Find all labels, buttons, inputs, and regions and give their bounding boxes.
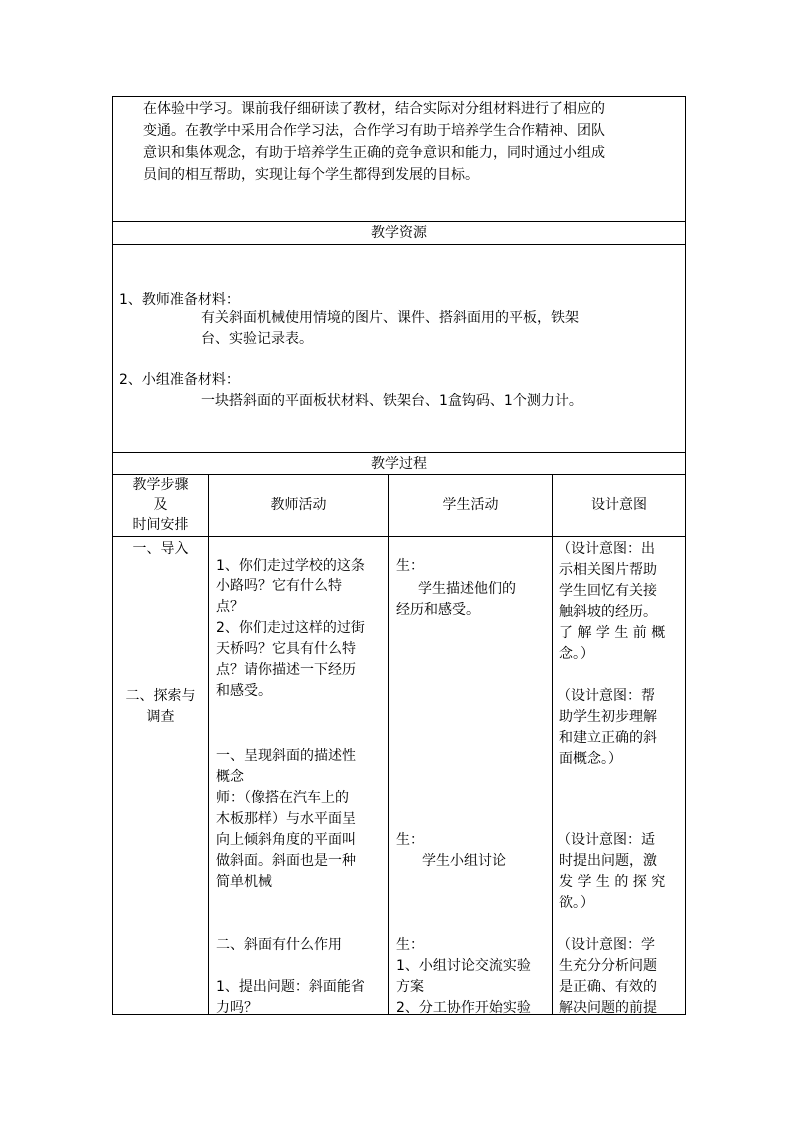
teacher-line: 点？ xyxy=(216,599,244,615)
process-header: 教学过程 xyxy=(371,456,427,472)
design-line: 助学生初步理解 xyxy=(559,709,657,725)
teacher-line: 小路吗？它有什么特 xyxy=(216,578,342,594)
design-line: 面概念。） xyxy=(559,751,622,767)
col-header-steps: 教学步骤 xyxy=(132,477,189,493)
teacher-line: 二、斜面有什么作用 xyxy=(216,937,342,953)
design-line: 触斜坡的经历。 xyxy=(559,604,657,620)
teacher-line: 概念 xyxy=(216,769,244,785)
student-line: 1、小组讨论交流实验 xyxy=(396,958,531,974)
col-divider xyxy=(208,474,209,1014)
step-explore: 调查 xyxy=(146,709,175,725)
group-materials-line: 一块搭斜面的平面板状材料、铁架台、1盒钩码、1个测力计。 xyxy=(201,393,583,409)
row-divider xyxy=(113,452,685,453)
student-line: 生： xyxy=(396,832,424,848)
teacher-line: 木板那样）与水平面呈 xyxy=(216,811,356,827)
teacher-line: 2、你们走过这样的过街 xyxy=(216,620,365,636)
col-header-steps: 及 xyxy=(153,497,168,513)
teacher-materials-line: 台、实验记录表。 xyxy=(201,331,313,347)
col-divider xyxy=(552,474,553,1014)
intro-line: 在体验中学习。课前我仔细研读了教材，结合实际对分组材料进行了相应的 xyxy=(143,101,605,117)
design-line: 发 学 生 的 探 究 xyxy=(559,874,666,890)
design-line: （设计意图：帮 xyxy=(557,688,655,704)
student-line: 学生小组讨论 xyxy=(422,853,506,869)
intro-line: 员间的相互帮助，实现让每个学生都得到发展的目标。 xyxy=(143,167,479,183)
design-line: 生充分分析问题 xyxy=(559,958,657,974)
student-line: 2、分工协作开始实验 xyxy=(396,1000,531,1016)
row-divider xyxy=(113,536,685,537)
design-line: 念。） xyxy=(559,646,594,662)
col-divider xyxy=(388,474,389,1014)
group-materials-title: 2、小组准备材料： xyxy=(119,372,240,388)
teacher-line: 天桥吗？它具有什么特 xyxy=(216,641,356,657)
design-line: 学生回忆有关接 xyxy=(559,583,657,599)
teacher-line: 力吗？ xyxy=(216,1000,258,1016)
student-line: 生： xyxy=(396,558,424,574)
student-line: 经历和感受。 xyxy=(396,602,480,618)
teacher-line: 做斜面。斜面也是一种 xyxy=(216,853,356,869)
col-header-design: 设计意图 xyxy=(591,497,647,513)
design-line: （设计意图：适 xyxy=(557,832,655,848)
design-line: 示相关图片帮助 xyxy=(559,562,657,578)
col-header-steps: 时间安排 xyxy=(132,517,189,533)
design-line: 解决问题的前提 xyxy=(559,1000,657,1016)
teacher-line: 师：（像搭在汽车上的 xyxy=(216,790,349,806)
student-line: 学生描述他们的 xyxy=(418,581,516,597)
resources-header: 教学资源 xyxy=(371,225,427,241)
teacher-line: 简单机械 xyxy=(216,874,272,890)
teacher-materials-line: 有关斜面机械使用情境的图片、课件、搭斜面用的平板，铁架 xyxy=(201,310,579,326)
design-line: （设计意图：学 xyxy=(557,937,655,953)
teacher-line: 向上倾斜角度的平面叫 xyxy=(216,832,356,848)
lesson-plan-table xyxy=(112,96,686,1015)
design-line: 了 解 学 生 前 概 xyxy=(559,625,666,641)
design-line: 时提出问题，激 xyxy=(559,853,657,869)
student-line: 方案 xyxy=(396,979,424,995)
teacher-line: 1、提出问题：斜面能省 xyxy=(216,979,365,995)
col-header-student: 学生活动 xyxy=(442,497,499,513)
teacher-materials-title: 1、教师准备材料： xyxy=(119,292,240,308)
teacher-line: 点？请你描述一下经历 xyxy=(216,662,356,678)
step-explore: 二、探索与 xyxy=(125,688,196,704)
step-intro: 一、导入 xyxy=(132,541,189,557)
row-divider xyxy=(113,221,685,222)
col-header-teacher: 教师活动 xyxy=(270,497,327,513)
teacher-line: 一、呈现斜面的描述性 xyxy=(216,748,356,764)
intro-line: 变通。在教学中采用合作学习法，合作学习有助于培养学生合作精神、团队 xyxy=(143,123,605,139)
row-divider xyxy=(113,244,685,245)
design-line: 和建立正确的斜 xyxy=(559,730,657,746)
design-line: 是正确、有效的 xyxy=(559,979,657,995)
student-line: 生： xyxy=(396,937,424,953)
design-line: 欲。） xyxy=(559,895,594,911)
teacher-line: 和感受。 xyxy=(216,683,272,699)
teacher-line: 1、你们走过学校的这条 xyxy=(216,558,365,574)
design-line: （设计意图：出 xyxy=(557,541,655,557)
intro-line: 意识和集体观念，有助于培养学生正确的竞争意识和能力，同时通过小组成 xyxy=(143,145,605,161)
